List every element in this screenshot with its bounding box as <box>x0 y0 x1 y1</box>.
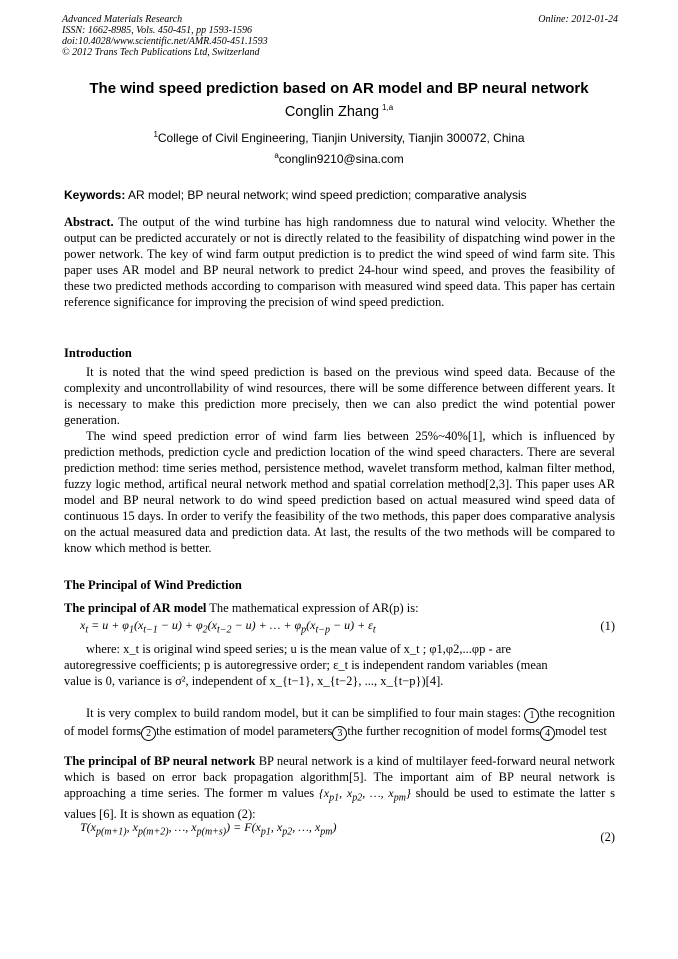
affiliation-sup: 1 <box>153 130 158 139</box>
ar-where-line-2: autoregressive coefficients; p is autoregressive order; ε_t is independent random variables (mean <box>64 658 548 672</box>
author-sup: 1,a <box>382 103 394 113</box>
stage-number-3: 3 <box>332 726 347 741</box>
ar-model-label: The principal of AR model <box>64 601 207 615</box>
stage-1-text: the <box>539 706 555 720</box>
author-name: Conglin Zhang <box>284 104 380 120</box>
paper-title: The wind speed prediction based on AR model and BP neural network <box>89 80 589 97</box>
stage-1-text-b: recognition of model forms <box>64 706 616 738</box>
bp-label: The principal of BP neural network <box>64 754 256 768</box>
ar-stages-paragraph <box>64 705 615 741</box>
author-line <box>0 104 678 120</box>
stage-number-2: 2 <box>141 726 156 741</box>
affiliation-text: College of Civil Engineering, Tianjin University, Tianjin 300072, China <box>157 131 525 145</box>
equation-1: $x_t = u + \varphi_1(x_{t-1} - u) + \varphi_2(x_{t-2} - u)$ + … + $\varphi_p(x_{t-p} - u) + \varepsilon_t$ <box>80 618 376 636</box>
ar-model-text: The mathematical expression of AR(p) is: <box>209 601 419 615</box>
journal-header <box>62 14 618 58</box>
intro-paragraph-1: It is noted that the wind speed prediction is based on the previous wind speed data. Because of the complexity and uncontrollability of wind resources, there will be some difference between different years. It is necessary to make this prediction more precisely, then we can also predict the wind potential power generation. <box>64 365 615 427</box>
email-line <box>0 152 678 166</box>
abstract <box>64 214 615 310</box>
affiliation <box>0 131 678 145</box>
equation-2: $T(x_{p(m+1)}$, $x_{p(m+2)}$, …, $x_{p(m+s)}) = F(x_{p1}$, $x_{p2}$, …, $x_{pm}$) <box>80 820 337 838</box>
bp-text-1: BP neural network is a kind of multilayer feed-forward neural network which is based on error back propagation algorithm[5]. The important aim of BP neural network is approaching a time series. The former m values <box>64 754 615 800</box>
bp-text-3: estimate the latter s values [6]. It is shown as equation (2): <box>64 786 615 822</box>
keywords <box>64 188 616 202</box>
stage-3-text: the further recognition of model <box>347 724 508 738</box>
bp-text-2: should be used to <box>415 786 509 800</box>
ar-model-intro <box>64 600 615 616</box>
stage-number-1: 1 <box>524 708 539 723</box>
abstract-label: Abstract. <box>64 215 114 229</box>
bp-section <box>64 753 615 822</box>
online-date: Online: 2012-01-24 <box>538 14 618 25</box>
stages-intro: It is very complex to build random model, but it can be simplified to four main stages: <box>86 706 522 720</box>
journal-copyright: © 2012 Trans Tech Publications Ltd, Switzerland <box>62 47 260 58</box>
bp-former-values-expr: {$x_{p1}$, $x_{p2}$, …, $x_{pm}$} <box>319 786 411 804</box>
journal-name: Advanced Materials Research <box>62 14 183 25</box>
ar-where-text <box>64 641 615 689</box>
keywords-label: Keywords: <box>64 188 126 202</box>
equation-1-number: (1) <box>600 619 615 633</box>
ar-where-line-3: value is 0, variance is σ², independent of x_{t−1}, x_{t−2}, ..., x_{t−p})[4]. <box>64 674 444 688</box>
intro-heading: Introduction <box>64 346 132 360</box>
equation-2-number: (2) <box>600 830 615 844</box>
email-sup: a <box>274 151 279 160</box>
intro-body <box>64 364 615 556</box>
ar-stages <box>64 705 615 741</box>
stage-3-text-b: forms <box>510 724 541 738</box>
stage-4-text: model test <box>555 724 607 738</box>
ar-where-line-1: where: x_t is original wind speed series; u is the mean value of x_t ; φ1,φ2,...φp - are <box>86 642 512 656</box>
journal-doi: doi:10.4028/www.scientific.net/AMR.450-451.1593 <box>62 36 268 47</box>
stage-2-text: the estimation of model parameters <box>156 724 333 738</box>
journal-issn: ISSN: 1662-8985, Vols. 450-451, pp 1593-1596 <box>62 25 252 36</box>
email-text: conglin9210@sina.com <box>278 152 404 166</box>
principal-heading: The Principal of Wind Prediction <box>64 578 242 592</box>
intro-paragraph-2: The wind speed prediction error of wind farm lies between 25%~40%[1], which is influenced by prediction methods, prediction cycle and prediction location of the wind speed characters. There are several prediction method: time series method, persistence method, wavelet transform method, kalman filter method, fuzzy logic method, artifical neural network method and spatial correlation method[2,3]. This paper uses AR model and BP neural network to do wind speed prediction based on actual measured wind speed data of continuous 15 days. In order to verify the feasibility of the two methods, this paper does comparative analysis on the actual measured data and prediction data. At last, the results of the two methods will be compared to know which method is better. <box>64 429 615 555</box>
keywords-text: AR model; BP neural network; wind speed prediction; comparative analysis <box>128 188 527 202</box>
abstract-text: The output of the wind turbine has high randomness due to natural wind velocity. Whether the output can be predicted accurately or not is directly related to the feasibility of dispatching wind power in the power network. The key of wind farm output prediction is to predict the wind speed of wind farm site. This paper uses AR model and BP neural network to predict 24-hour wind speed, and proves the feasibility of these two predicted methods according to comparison with measured wind speed data. This paper has certain reference significance for improving the precision of wind speed prediction. <box>64 215 615 309</box>
stage-number-4: 4 <box>540 726 555 741</box>
